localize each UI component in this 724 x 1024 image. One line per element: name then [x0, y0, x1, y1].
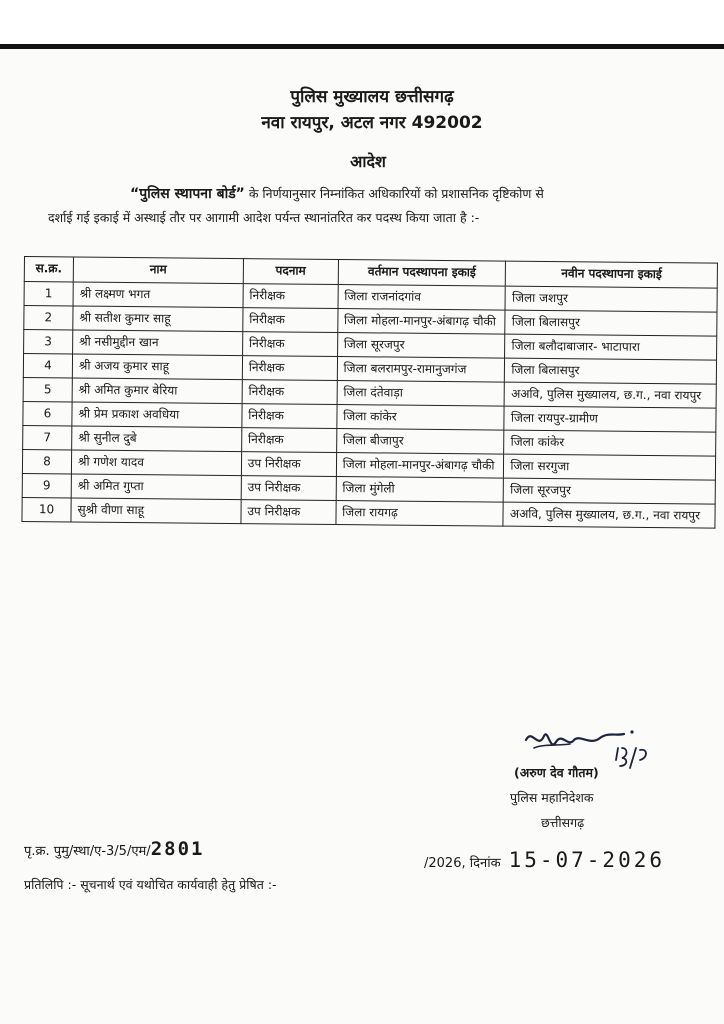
cell-new-unit: जिला सरगुजा — [504, 454, 716, 480]
cell-name: श्री अजय कुमार साहू — [72, 354, 242, 380]
cell-name: श्री नसीमुद्दीन खान — [73, 330, 243, 356]
cell-designation: निरीक्षक — [242, 380, 337, 405]
cell-designation: निरीक्षक — [243, 284, 338, 309]
signatory-name: (अरुण देव गौतम) — [514, 765, 599, 780]
signatory-place: छत्तीसगढ़ — [541, 815, 585, 830]
col-new-unit: नवीन पदस्थापना इकाई — [506, 261, 718, 288]
col-serial: स.क्र. — [24, 257, 73, 282]
intro-line1: के निर्णयानुसार निम्नांकित अधिकारियों को प्रशासनिक दृष्टिकोण से — [244, 186, 544, 201]
top-bar — [0, 0, 724, 44]
cell-current-unit: जिला कांकेर — [337, 405, 505, 431]
cell-designation: निरीक्षक — [243, 308, 338, 333]
order-title: आदेश — [350, 152, 386, 171]
cell-serial: 8 — [22, 449, 71, 473]
cell-serial: 7 — [23, 425, 72, 449]
transfer-table — [21, 256, 718, 529]
cell-new-unit: जिला बलौदाबाजार- भाटापारा — [505, 334, 717, 360]
cell-name: श्री लक्ष्मण भगत — [73, 282, 243, 308]
intro-paragraph — [48, 182, 703, 230]
date-prefix: /2026, दिनांक — [424, 856, 501, 871]
cell-new-unit: जिला सूरजपुर — [504, 478, 716, 504]
cell-serial: 3 — [24, 330, 73, 354]
board-name: “पुलिस स्थापना बोर्ड” — [130, 186, 245, 202]
cell-designation: निरीक्षक — [242, 404, 337, 429]
cell-current-unit: जिला दंतेवाड़ा — [337, 381, 505, 407]
cell-serial: 9 — [22, 473, 71, 497]
cell-current-unit: जिला रायगढ़ — [336, 501, 504, 527]
cell-serial: 4 — [23, 354, 72, 378]
cell-new-unit: अअवि, पुलिस मुख्यालय, छ.ग., नवा रायपुर — [505, 382, 717, 408]
cell-serial: 1 — [24, 282, 73, 306]
cell-designation: निरीक्षक — [242, 332, 337, 357]
cell-serial: 2 — [24, 306, 73, 330]
order-date — [424, 848, 665, 872]
reference-prefix: पृ.क्र. पुमु/स्था/ए-3/5/एम/ — [24, 844, 151, 859]
cell-designation: उप निरीक्षक — [241, 500, 336, 525]
cell-name: श्री गणेश यादव — [71, 450, 241, 476]
cell-name: सुश्री वीणा साहू — [71, 498, 241, 524]
signatory-title: पुलिस महानिदेशक — [510, 790, 594, 805]
office-name: पुलिस मुख्यालय छत्तीसगढ़ — [290, 87, 454, 107]
reference-handwritten-number: 2801 — [150, 838, 205, 860]
cell-new-unit: जिला बिलासपुर — [505, 358, 717, 384]
cell-name: श्री अमित कुमार बेरिया — [72, 378, 242, 404]
cell-new-unit: जिला कांकेर — [504, 430, 716, 456]
cell-current-unit: जिला सूरजपुर — [337, 333, 505, 359]
cell-current-unit: जिला मोहला-मानपुर-अंबागढ़ चौकी — [336, 453, 504, 479]
cell-new-unit: अअवि, पुलिस मुख्यालय, छ.ग., नवा रायपुर — [503, 502, 715, 528]
cell-current-unit: जिला राजनांदगांव — [338, 285, 506, 311]
date-handwritten: 15-07-2026 — [508, 848, 666, 872]
cell-name: श्री सुनील दुबे — [72, 426, 242, 452]
cell-name: श्री प्रेम प्रकाश अवधिया — [72, 402, 242, 428]
cell-designation: निरीक्षक — [241, 428, 336, 453]
cell-new-unit: जिला जशपुर — [505, 286, 717, 312]
cell-new-unit: जिला रायपुर-ग्रामीण — [504, 406, 716, 432]
cell-new-unit: जिला बिलासपुर — [505, 310, 717, 336]
col-name: नाम — [73, 257, 243, 284]
cell-name: श्री सतीश कुमार साहू — [73, 306, 243, 332]
cell-current-unit: जिला बीजापुर — [336, 429, 504, 455]
cell-designation: उप निरीक्षक — [241, 452, 336, 477]
cell-name: श्री अमित गुप्ता — [71, 474, 241, 500]
cell-current-unit: जिला मुंगेली — [336, 477, 504, 503]
cell-current-unit: जिला बलरामपुर-रामानुजगंज — [337, 357, 505, 383]
cell-serial: 10 — [22, 497, 71, 521]
cell-current-unit: जिला मोहला-मानपुर-अंबागढ़ चौकी — [337, 309, 505, 335]
cell-designation: उप निरीक्षक — [241, 476, 336, 501]
copy-line: प्रतिलिपि :- सूचनार्थ एवं यथोचित कार्यवाही हेतु प्रेषित :- — [24, 877, 277, 892]
cell-designation: निरीक्षक — [242, 356, 337, 381]
intro-line2: दर्शाई गई इकाई में अस्थाई तौर पर आगामी आदेश पर्यन्त स्थानांतरित कर पदस्थ किया जाता है :- — [48, 210, 480, 225]
office-address: नवा रायपुर, अटल नगर 492002 — [261, 113, 483, 133]
reference-number — [24, 838, 204, 860]
col-current-unit: वर्तमान पदस्थापना इकाई — [338, 260, 506, 287]
cell-serial: 6 — [23, 401, 72, 425]
col-designation: पदनाम — [243, 259, 338, 285]
cell-serial: 5 — [23, 377, 72, 401]
